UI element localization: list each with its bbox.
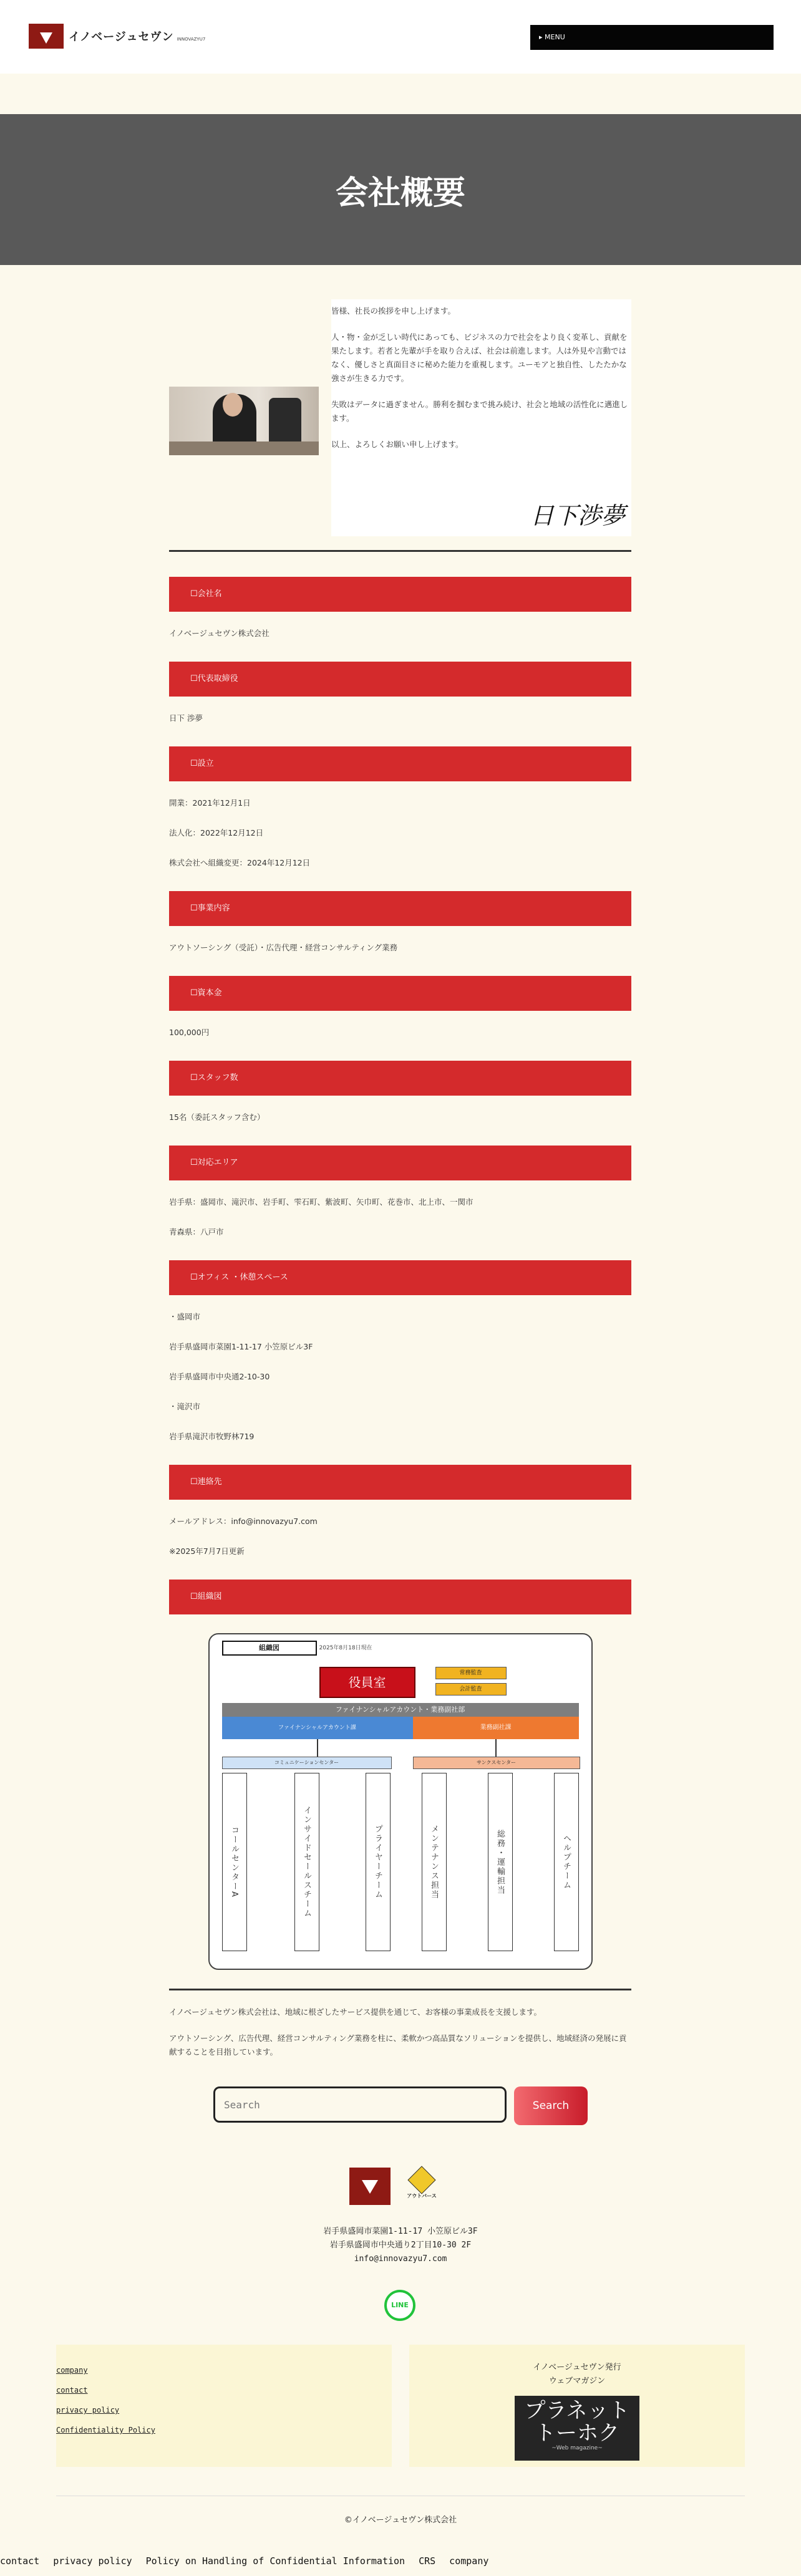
- org-executive-box: 役員室: [319, 1667, 415, 1698]
- logo-mark-icon: [29, 24, 64, 49]
- section-heading: ☐対応エリア: [169, 1146, 631, 1180]
- logo-subtext: INNOVAZYU7: [177, 37, 206, 42]
- section-value: 岩手県盛岡市菜園1-11-17 小笠原ビル3F: [169, 1342, 313, 1351]
- org-chart-title: 組織図: [222, 1641, 317, 1656]
- closing-paragraph: イノベージュセヴン株式会社は、地域に根ざしたサービス提供を通じて、お客様の事業成長を支援します。: [169, 2007, 542, 2017]
- section-value: ・滝沢市: [169, 1402, 201, 1411]
- greeting-paragraph: 失敗はデータに過ぎません。勝利を掴むまで挑み続け、社会と地域の活性化に邁進します。: [331, 400, 628, 423]
- magazine-caption-line: イノベージュセヴン発行: [533, 2363, 621, 2372]
- bottom-nav-privacy[interactable]: privacy policy: [53, 2555, 132, 2567]
- section-value: 100,000円: [169, 1028, 210, 1037]
- section-value: 岩手県：盛岡市、滝沢市、岩手町、雫石町、紫波町、矢巾町、花巻市、北上市、一関市: [169, 1197, 473, 1207]
- greeting-paragraph: 以上、よろしくお願い申し上げます。: [331, 440, 464, 449]
- org-unit-blue: ファイナンシャルアカウント課: [222, 1717, 413, 1739]
- search-input[interactable]: [213, 2086, 507, 2123]
- magazine-subtitle: ~Web magazine~: [551, 2445, 603, 2451]
- footer-link-confidentiality[interactable]: Confidentiality Policy: [56, 2426, 155, 2434]
- section-value: 岩手県盛岡市中央通2-10-30: [169, 1372, 270, 1381]
- page-title: 会社概要: [335, 174, 465, 212]
- org-chart-date: 2025年8月18日現在: [319, 1645, 372, 1651]
- bottom-nav-crs[interactable]: CRS: [419, 2555, 436, 2567]
- search-form: [213, 2086, 588, 2125]
- section-heading: ☐設立: [169, 746, 631, 781]
- footer-link-company[interactable]: company: [56, 2366, 88, 2375]
- section-value: 株式会社へ組織変更：2024年12月12日: [169, 858, 311, 867]
- section-value: ・盛岡市: [169, 1312, 201, 1321]
- address-line: 岩手県盛岡市中央通り2丁目10-30 2F: [329, 2241, 472, 2250]
- section-heading: ☐代表取締役: [169, 662, 631, 697]
- org-team-box: メンテナンス担当: [422, 1773, 447, 1951]
- section-heading: ☐組織図: [169, 1580, 631, 1614]
- section-value: ※2025年7月7日更新: [169, 1546, 245, 1556]
- greeting-paragraph: 皆様、社長の挨拶を申し上げます。: [331, 306, 456, 316]
- section-heading: ☐資本金: [169, 976, 631, 1011]
- section-value: 法人化：2022年12月12日: [169, 828, 264, 837]
- main-content: [169, 299, 631, 2072]
- section-value: メールアドレス：info@innovazyu7.com: [169, 1517, 318, 1526]
- president-photo: [169, 387, 319, 455]
- footer-link-privacy[interactable]: privacy policy: [56, 2406, 120, 2414]
- site-logo[interactable]: [29, 24, 205, 49]
- magazine-box: [409, 2345, 745, 2467]
- magazine-caption: [409, 2361, 745, 2388]
- section-heading: ☐会社名: [169, 577, 631, 612]
- address-line: 岩手県盛岡市菜園1-11-17 小笠原ビル3F: [323, 2227, 478, 2236]
- org-audit-box: 会計監査: [435, 1683, 507, 1696]
- org-sub-right: サンクスセンター: [413, 1757, 580, 1769]
- section-heading: ☐オフィス ・休憩スペース: [169, 1260, 631, 1295]
- section-value: イノベージュセヴン株式会社: [169, 629, 269, 638]
- section-heading: ☐スタッフ数: [169, 1061, 631, 1096]
- org-division-bar: ファイナンシャルアカウント・業務副社部: [222, 1703, 579, 1717]
- greeting-text: [331, 299, 631, 536]
- org-team-box: プライヤーチーム: [366, 1773, 391, 1951]
- company-info-sections: [169, 577, 631, 1614]
- org-team-box: 総務・運輸担当: [488, 1773, 513, 1951]
- closing-paragraph: アウトソーシング、広告代理、経営コンサルティング業務を柱に、柔軟かつ高品質なソリューションを提供し、地域経済の発展に貢献することを目指しています。: [169, 2033, 627, 2057]
- greeting-paragraph: 人・物・金が乏しい時代にあっても、ビジネスの力で社会をより良く変革し、貢献を果たします。若者と先輩が手を取り合えば、社会は前進します。人は外見や言動ではなく、優しさと真面目さに秘めた能力を重視します。ユーモアと独自性、したたかな強さが生きる力です。: [331, 332, 628, 383]
- president-signature: 日下渉夢: [530, 502, 625, 529]
- org-team-box: コールセンターA: [222, 1773, 247, 1951]
- closing-text: [169, 1989, 631, 2059]
- company-logo-icon[interactable]: [349, 2168, 391, 2205]
- divider: [169, 550, 631, 552]
- org-unit-orange: 業務副社課: [413, 1717, 579, 1739]
- greeting-block: [169, 299, 631, 536]
- section-value: アウトソーシング（受託）・広告代理・経営コンサルティング業務: [169, 943, 398, 952]
- org-team-box: インサイドセールスチーム: [294, 1773, 319, 1951]
- section-value: 日下 渉夢: [169, 713, 203, 723]
- bottom-nav-contact[interactable]: contact: [0, 2555, 40, 2567]
- org-audit-box: 常務監査: [435, 1667, 507, 1679]
- search-button[interactable]: Search: [514, 2086, 588, 2125]
- section-value: 青森県：八戸市: [169, 1227, 224, 1237]
- copyright: ©イノベージュセヴン株式会社: [344, 2516, 457, 2525]
- org-team-box: ヘルプチーム: [554, 1773, 579, 1951]
- hero-banner: [0, 114, 801, 265]
- bottom-nav-confidential[interactable]: Policy on Handling of Confidential Information: [145, 2555, 405, 2567]
- org-chart: [208, 1633, 593, 1970]
- partner-logo-text: アウトバース: [407, 2193, 437, 2199]
- magazine-caption-line: ウェブマガジン: [548, 2376, 606, 2386]
- bottom-nav-company[interactable]: company: [449, 2555, 489, 2567]
- section-value: 開業：2021年12月1日: [169, 798, 251, 808]
- menu-button[interactable]: ▸ MENU: [530, 25, 774, 50]
- email-link[interactable]: info@innovazyu7.com: [354, 2254, 447, 2264]
- footer-logos: [349, 2168, 440, 2205]
- magazine-banner[interactable]: [515, 2396, 639, 2461]
- section-value: 岩手県滝沢市牧野林719: [169, 1432, 255, 1441]
- footer-address: [0, 2225, 801, 2266]
- line-icon[interactable]: LINE: [384, 2290, 415, 2321]
- magazine-title: プラネット トーホク: [524, 2398, 630, 2446]
- partner-logo[interactable]: [403, 2168, 440, 2205]
- section-value: 15名（委託スタッフ含む）: [169, 1112, 265, 1122]
- logo-text: イノベージュセヴン: [69, 31, 174, 44]
- section-heading: ☐連絡先: [169, 1465, 631, 1500]
- partner-logo-icon: [407, 2166, 435, 2194]
- footer-link-contact[interactable]: contact: [56, 2386, 88, 2395]
- footer-links-box: [56, 2345, 392, 2467]
- org-sub-left: コミュニケーションセンター: [222, 1757, 392, 1769]
- section-heading: ☐事業内容: [169, 891, 631, 926]
- bottom-nav: [0, 2555, 488, 2567]
- site-header: [0, 0, 801, 74]
